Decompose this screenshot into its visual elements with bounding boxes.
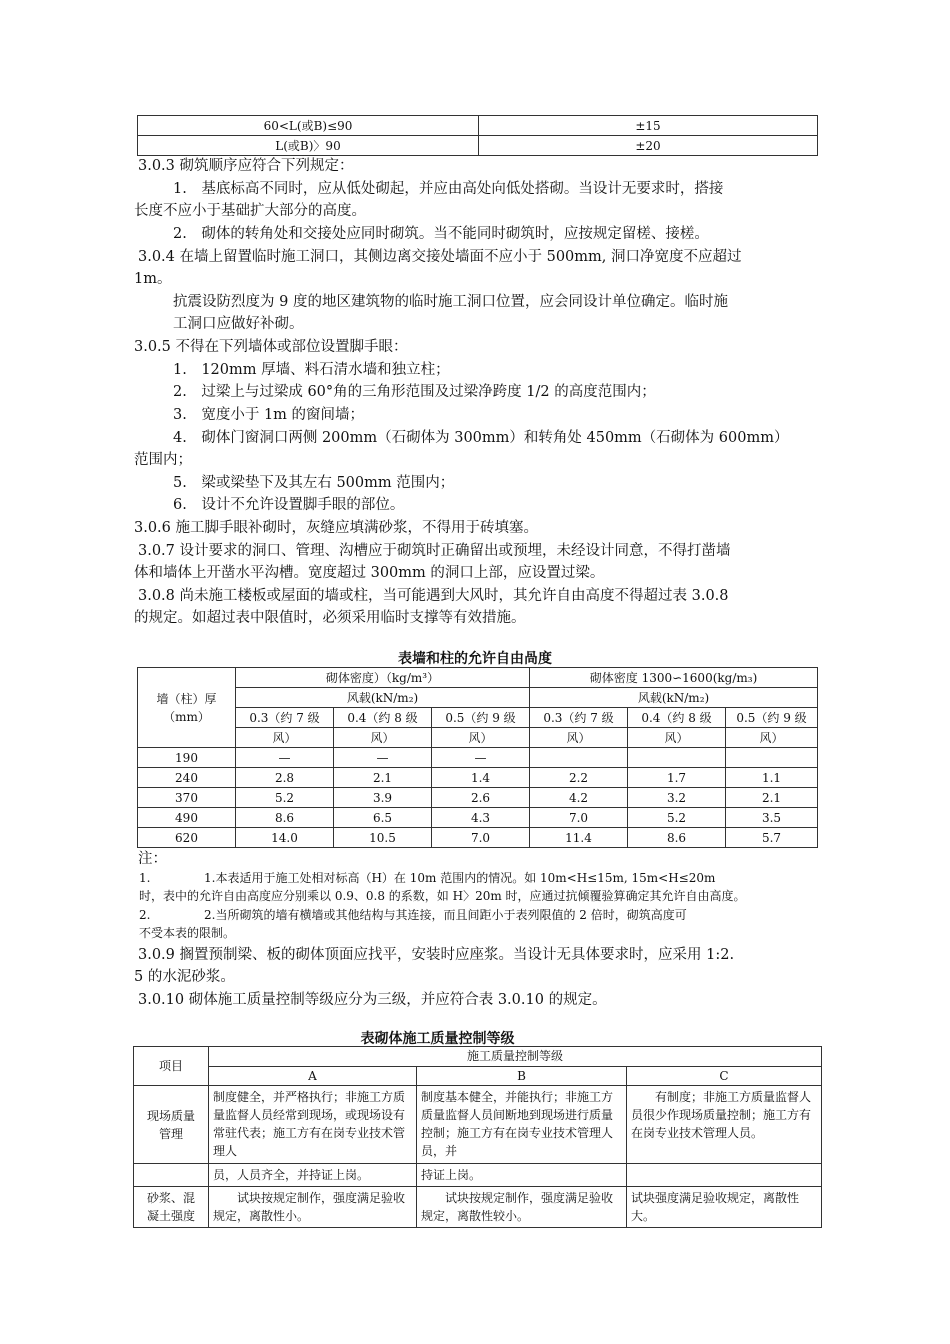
section-3-0-7-text: 3.0.7 设计要求的洞口、管理、沟槽应于砌筑时正确留出或预埋，未经设计同意，不得打凿墙 [138, 543, 731, 559]
section-3-0-4-text: 抗震设防烈度为 9 度的地区建筑物的临时施工洞口位置，应会同设计单位确定。临时施 [173, 294, 728, 310]
thickness-header-label: 墙（柱）厚 [156, 691, 217, 706]
table-cell: ±15 [479, 116, 818, 136]
section-3-0-4-text: 3.0.4 在墙上留置临时施工洞口，其侧边离交接处墙面不应小于 500mm, 洞口净宽度不应超过 [138, 249, 742, 265]
table-cell: 4.2 [530, 788, 628, 808]
list-item: 3. 宽度小于 1m 的窗间墙； [173, 407, 365, 423]
section-3-0-4-text: 1m。 [134, 271, 172, 287]
section-3-0-9-text: 3.0.9 搁置预制梁、板的砌体顶面应找平，安装时应座浆。当设计无具体要求时，应采用 1:2. [138, 947, 735, 963]
table-cell: — [432, 748, 530, 768]
table-cell: 1.4 [432, 768, 530, 788]
table-cell: 2.1 [334, 768, 432, 788]
wind-level-header: 0.4（约 8 级 [334, 708, 432, 728]
grade-header: 施工质量控制等级 [209, 1047, 822, 1067]
table-row [138, 136, 818, 156]
table-header-row [134, 1047, 822, 1067]
table-cell: 8.6 [628, 828, 726, 848]
wind-level-header-cont: 风） [432, 728, 530, 748]
note-text: 1.本表适用于施工处相对标高（H）在 10m 范围内的情况。如 10m<H≤15m, 15m<H≤20m [204, 871, 716, 885]
grade-b-header: B [417, 1067, 627, 1086]
table-row [138, 808, 818, 828]
table-header-row [138, 708, 818, 728]
grade-c-header: C [627, 1067, 822, 1086]
table-header-row [138, 688, 818, 708]
table-cell: 3.5 [726, 808, 818, 828]
table-cell: 11.4 [530, 828, 628, 848]
qc-table-title: 表砌体施工质量控制等级 [360, 1031, 515, 1047]
table-row [138, 116, 818, 136]
table-cell: 190 [138, 748, 236, 768]
table-cell: 有制度；非施工方质量监督人员很少作现场质量控制；施工方有在岗专业技术管理人员。 [627, 1086, 822, 1164]
thickness-header [138, 668, 236, 748]
table-cell: 3.2 [628, 788, 726, 808]
section-3-0-5-heading: 3.0.5 不得在下列墙体或部位设置脚手眼： [134, 339, 408, 355]
table-cell: L(或B)〉90 [138, 136, 479, 156]
section-3-0-8-text: 3.0.8 尚未施工楼板或屋面的墙或柱，当可能遇到大风时，其允许自由高度不得超过表 3.0.8 [138, 588, 729, 604]
wind-level-header-cont: 风） [236, 728, 334, 748]
table-cell: 4.3 [432, 808, 530, 828]
table-cell: 5.7 [726, 828, 818, 848]
note-text: 时，表中的允许自由高度应分别乘以 0.9、0.8 的系数，如 H〉20m 时，应通过抗倾覆验算确定其允许自由高度。 [139, 889, 746, 903]
table-cell: 490 [138, 808, 236, 828]
notes-label: 注： [138, 851, 167, 867]
table-header-row [138, 668, 818, 688]
table-cell: — [236, 748, 334, 768]
table-cell: 持证上岗。 [417, 1164, 627, 1187]
section-3-0-6-text: 3.0.6 施工脚手眼补砌时，灰缝应填满砂浆，不得用于砖填塞。 [134, 520, 539, 536]
section-3-0-3-heading: 3.0.3 砌筑顺序应符合下列规定： [138, 158, 354, 174]
wind-level-header: 0.3（约 7 级 [236, 708, 334, 728]
list-item: 2. 过梁上与过梁成 60°角的三角形范围及过梁净跨度 1/2 的高度范围内； [173, 384, 656, 400]
table-cell: 7.0 [432, 828, 530, 848]
wind-level-header: 0.3（约 7 级 [530, 708, 628, 728]
table-cell: 2.6 [432, 788, 530, 808]
table-cell: 60<L(或B)≤90 [138, 116, 479, 136]
table-cell: 试块按规定制作，强度满足验收规定，离散性小。 [209, 1187, 417, 1228]
table-cell [726, 748, 818, 768]
table-cell: 10.5 [334, 828, 432, 848]
list-item: 5. 梁或梁垫下及其左右 500mm 范围内； [173, 475, 455, 491]
table-row [134, 1086, 822, 1164]
wind-level-header: 0.5（约 9 级 [432, 708, 530, 728]
wind-level-header: 0.5（约 9 级 [726, 708, 818, 728]
table-cell: 制度基本健全，并能执行；非施工方质量监督人员间断地到现场进行质量控制；施工方有在岗专业技术管理人员，并 [417, 1086, 627, 1164]
density-group-2: 砌体密度 1300∽1600(kg/m₃) [530, 668, 818, 688]
table-cell: — [334, 748, 432, 768]
table-cell: 1.1 [726, 768, 818, 788]
table-cell: 制度健全，并严格执行；非施工方质量监督人员经常到现场，或现场设有常驻代表；施工方有在岗专业技术管理人 [209, 1086, 417, 1164]
table-row [138, 768, 818, 788]
section-3-0-7-text: 体和墙体上开凿水平沟槽。宽度超过 300mm 的洞口上部，应设置过梁。 [134, 565, 605, 581]
table-cell: 8.6 [236, 808, 334, 828]
table-cell: 1.7 [628, 768, 726, 788]
table-cell: 2.2 [530, 768, 628, 788]
table-cell: 2.8 [236, 768, 334, 788]
section-3-0-10-text: 3.0.10 砌体施工质量控制等级应分为三级，并应符合表 3.0.10 的规定。 [138, 992, 607, 1008]
grade-a-header: A [209, 1067, 417, 1086]
table-cell [628, 748, 726, 768]
table-cell: 3.9 [334, 788, 432, 808]
section-3-0-8-text: 的规定。如超过表中限值时，必须采用临时支撑等有效措施。 [134, 610, 526, 626]
wind-level-header-cont: 风） [726, 728, 818, 748]
wind-level-header-cont: 风） [530, 728, 628, 748]
table-cell: 5.2 [236, 788, 334, 808]
table-cell: 6.5 [334, 808, 432, 828]
list-item-continuation: 长度不应小于基础扩大部分的高度。 [134, 203, 366, 219]
list-item: 4. 砌体门窗洞口两侧 200mm（石砌体为 300mm）和转角处 450mm（石砌体为 600mm） [173, 430, 789, 446]
note-text: 2.当所砌筑的墙有横墙或其他结构与其连接，而且间距小于表列限值的 2 倍时，砌筑高度可 [204, 908, 687, 922]
table-cell: 试块强度满足验收规定，离散性大。 [627, 1187, 822, 1228]
row-label: 砂浆、混凝土强度 [134, 1187, 209, 1228]
note-number: 2. [139, 908, 151, 922]
table-cell [134, 1164, 209, 1187]
table-row [138, 788, 818, 808]
table-cell: 620 [138, 828, 236, 848]
table-cell: ±20 [479, 136, 818, 156]
tolerance-table [137, 115, 818, 156]
table-cell: 370 [138, 788, 236, 808]
item-header: 项目 [134, 1047, 209, 1086]
table-cell: 240 [138, 768, 236, 788]
table-cell: 2.1 [726, 788, 818, 808]
wind-level-header-cont: 风） [628, 728, 726, 748]
list-item-continuation: 范围内； [134, 452, 192, 468]
thickness-header-unit: （mm） [163, 709, 210, 724]
wind-level-header-cont: 风） [334, 728, 432, 748]
row-label: 现场质量管理 [134, 1086, 209, 1164]
list-item: 2. 砌体的转角处和交接处应同时砌筑。当不能同时砌筑时，应按规定留槎、接槎。 [173, 226, 709, 242]
table-cell: 试块按规定制作，强度满足验收规定，离散性较小。 [417, 1187, 627, 1228]
wind-load-header: 风载(kN/m₂) [236, 688, 530, 708]
table-cell: 5.2 [628, 808, 726, 828]
density-group-1: 砌体密度）（kg/m³） [236, 668, 530, 688]
table-cell: 7.0 [530, 808, 628, 828]
table-row [134, 1164, 822, 1187]
table-cell: 员，人员齐全，并持证上岗。 [209, 1164, 417, 1187]
table-row [134, 1187, 822, 1228]
height-table-title: 表墙和柱的允许自由咼度 [398, 651, 552, 667]
list-item: 6. 设计不允许设置脚手眼的部位。 [173, 497, 405, 513]
table-row [138, 748, 818, 768]
quality-control-table [133, 1046, 822, 1228]
wind-load-header: 风载(kN/m₂) [530, 688, 818, 708]
table-row [138, 828, 818, 848]
wind-level-header: 0.4（约 8 级 [628, 708, 726, 728]
table-header-row [134, 1067, 822, 1086]
list-item: 1. 120mm 厚墙、料石清水墙和独立柱； [173, 362, 450, 378]
section-3-0-9-text: 5 的水泥砂浆。 [134, 969, 235, 985]
list-item: 1. 基底标高不同时，应从低处砌起，并应由高处向低处搭砌。当设计无要求时，搭接 [173, 181, 724, 197]
note-text: 不受本表的限制。 [139, 926, 236, 940]
table-cell: 14.0 [236, 828, 334, 848]
note-number: 1. [139, 871, 151, 885]
free-height-table [137, 667, 818, 848]
table-header-row [138, 728, 818, 748]
table-cell [627, 1164, 822, 1187]
section-3-0-4-text: 工洞口应做好补砌。 [173, 316, 304, 332]
table-cell [530, 748, 628, 768]
